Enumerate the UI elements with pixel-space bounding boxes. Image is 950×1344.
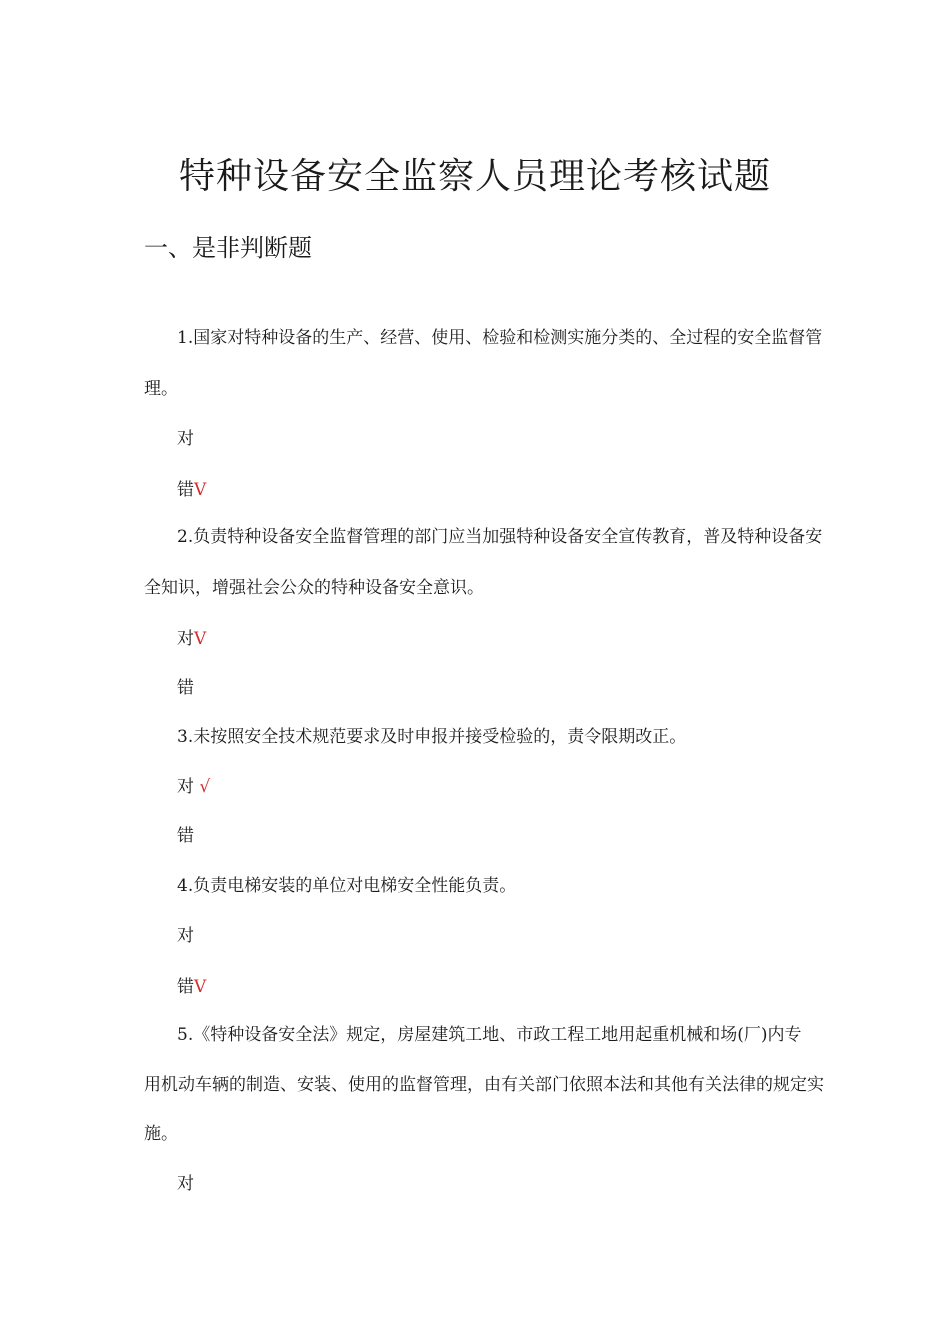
question-4-option-false: 错V <box>177 977 207 997</box>
question-2-text-cont: 全知识，增强社会公众的特种设备安全意识。 <box>144 578 484 598</box>
question-1-text-cont: 理。 <box>144 379 178 399</box>
question-5-option-true: 对 <box>177 1174 194 1194</box>
question-1-option-false: 错V <box>177 480 207 500</box>
answer-mark: V <box>194 480 207 500</box>
answer-mark: V <box>194 977 207 997</box>
answer-mark: V <box>194 629 207 649</box>
question-4-text: 4.负责电梯安装的单位对电梯安全性能负责。 <box>177 876 517 896</box>
question-5-text-cont2: 施。 <box>144 1124 178 1144</box>
question-1-text: 1.国家对特种设备的生产、经营、使用、检验和检测实施分类的、全过程的安全监督管 <box>177 328 823 348</box>
answer-mark: √ <box>194 777 211 797</box>
question-3-option-false: 错 <box>177 826 194 846</box>
question-3-text: 3.未按照安全技术规范要求及时申报并接受检验的，责令限期改正。 <box>177 727 687 747</box>
question-3-option-true: 对 √ <box>177 777 211 797</box>
page-title: 特种设备安全监察人员理论考核试题 <box>178 156 771 197</box>
question-2-option-false: 错 <box>177 678 194 698</box>
question-2-text: 2.负责特种设备安全监督管理的部门应当加强特种设备安全宣传教育，普及特种设备安 <box>177 527 823 547</box>
question-2-option-true: 对V <box>177 629 207 649</box>
question-1-option-true: 对 <box>177 429 194 449</box>
section-heading: 一、是非判断题 <box>144 234 312 262</box>
question-5-text: 5.《特种设备安全法》规定，房屋建筑工地、市政工程工地用起重机械和场(厂)内专 <box>177 1025 802 1045</box>
question-5-text-cont: 用机动车辆的制造、安装、使用的监督管理，由有关部门依照本法和其他有关法律的规定实 <box>144 1075 824 1095</box>
question-4-option-true: 对 <box>177 926 194 946</box>
